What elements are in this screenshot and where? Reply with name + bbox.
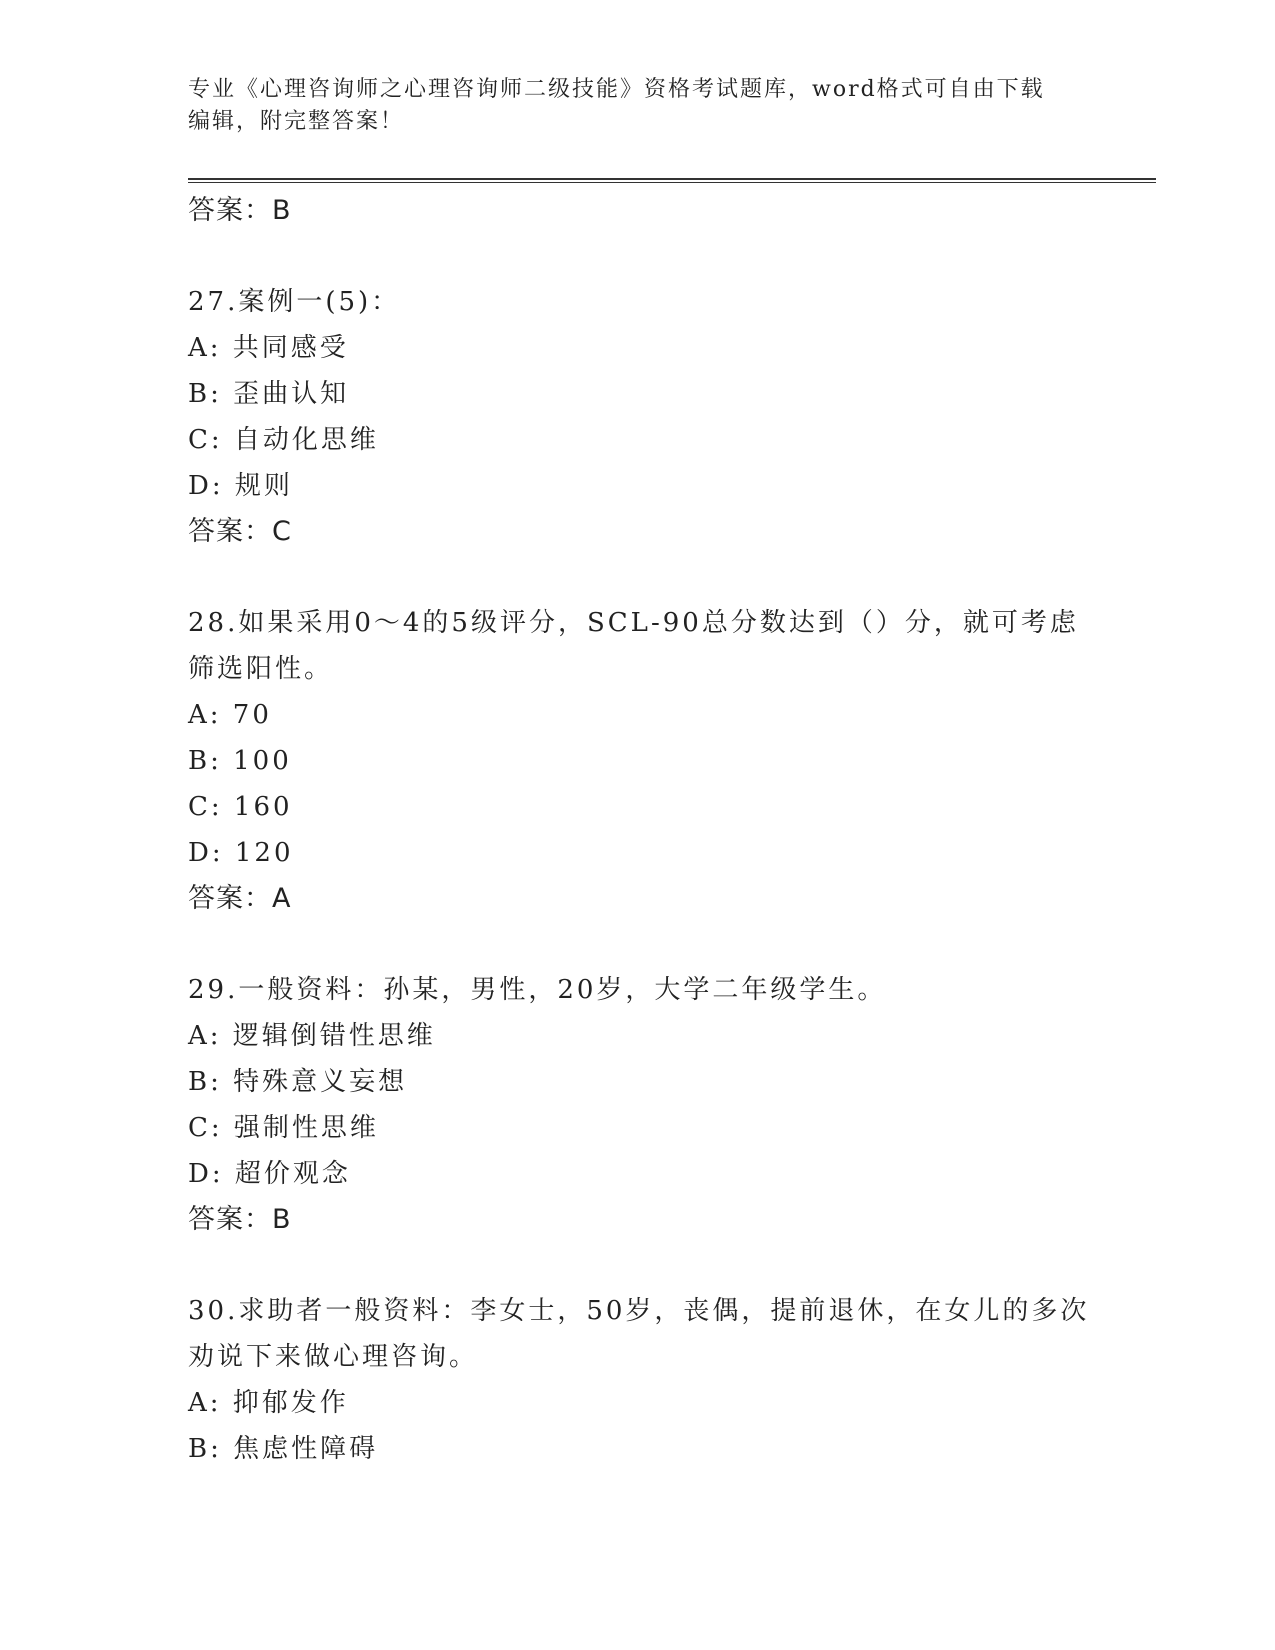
question-text-line-1: 30.求助者一般资料：李女士，50岁，丧偶，提前退休，在女儿的多次: [188, 1296, 1090, 1326]
option-b: B: 特殊意义妄想: [188, 1067, 408, 1097]
question-text: 29.一般资料：孙某，男性，20岁，大学二年级学生。: [188, 975, 887, 1005]
answer: 答案：B: [188, 1204, 292, 1235]
option-d: D: 规则: [188, 471, 293, 501]
answer: 答案：C: [188, 516, 292, 547]
question-27: [188, 279, 1088, 555]
option-d: D: 超价观念: [188, 1159, 351, 1189]
question-text-line-2: 筛选阳性。: [188, 654, 334, 684]
option-c: C: 强制性思维: [188, 1113, 379, 1143]
option-b: B: 歪曲认知: [188, 379, 350, 409]
document-page: [188, 0, 1158, 1650]
answer: 答案：A: [188, 883, 292, 914]
question-text: 27.案例一(5)：: [188, 287, 401, 317]
question-29: [188, 967, 1088, 1243]
question-text-line-2: 劝说下来做心理咨询。: [188, 1342, 479, 1372]
option-a: A: 抑郁发作: [188, 1388, 349, 1418]
option-c: C: 160: [188, 792, 293, 822]
question-text-line-1: 28.如果采用0～4的5级评分，SCL-90总分数达到（）分，就可考虑: [188, 608, 1079, 638]
option-d: D: 120: [188, 838, 294, 868]
option-b: B: 焦虑性障碍: [188, 1434, 379, 1464]
question-list: [188, 188, 1088, 1472]
option-a: A: 逻辑倒错性思维: [188, 1021, 436, 1051]
previous-answer: 答案：B: [188, 195, 292, 226]
option-a: A: 共同感受: [188, 333, 349, 363]
option-a: A: 70: [188, 700, 272, 730]
question-30: [188, 1288, 1088, 1472]
option-b: B: 100: [188, 746, 292, 776]
header-line-1: 专业《心理咨询师之心理咨询师二级技能》资格考试题库，word格式可自由下载: [188, 77, 1045, 102]
question-28: [188, 600, 1088, 922]
header-line-2: 编辑，附完整答案！: [188, 109, 405, 134]
document-header: [188, 74, 1088, 138]
option-c: C: 自动化思维: [188, 425, 379, 455]
header-divider: [188, 178, 1156, 183]
